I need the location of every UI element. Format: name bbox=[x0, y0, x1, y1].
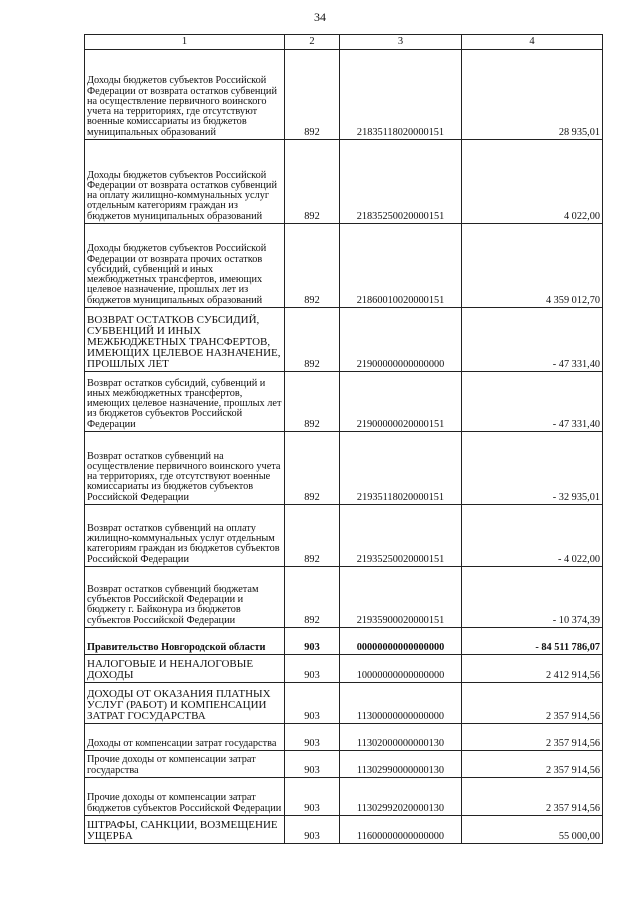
row-admin-code-cell: 892 bbox=[285, 308, 340, 372]
row-name-cell: Возврат остатков субсидий, субвенций и иных межбюджетных трансфертов, имеющих целевое назначение, прошлых лет из бюджетов субъектов Российской Федерации bbox=[85, 372, 285, 432]
row-amount-cell: 2 357 914,56 bbox=[462, 751, 603, 778]
row-budget-code-cell: 21935118020000151 bbox=[340, 432, 462, 505]
row-amount-cell: - 47 331,40 bbox=[462, 372, 603, 432]
table-body bbox=[85, 50, 603, 844]
row-amount-cell: 4 359 012,70 bbox=[462, 224, 603, 308]
row-budget-code-cell: 11302990000000130 bbox=[340, 751, 462, 778]
row-name-cell: ДОХОДЫ ОТ ОКАЗАНИЯ ПЛАТНЫХ УСЛУГ (РАБОТ) И КОМПЕНСАЦИИ ЗАТРАТ ГОСУДАРСТВА bbox=[85, 683, 285, 724]
row-amount-cell: - 10 374,39 bbox=[462, 567, 603, 628]
table-row bbox=[85, 140, 603, 224]
row-budget-code-cell: 11600000000000000 bbox=[340, 816, 462, 844]
row-amount-cell: 2 357 914,56 bbox=[462, 778, 603, 816]
table-row bbox=[85, 372, 603, 432]
table-row bbox=[85, 432, 603, 505]
row-budget-code-cell: 21935900020000151 bbox=[340, 567, 462, 628]
row-budget-code-cell: 21900000020000151 bbox=[340, 372, 462, 432]
revenue-table bbox=[84, 34, 603, 844]
row-budget-code-cell: 21835118020000151 bbox=[340, 50, 462, 140]
row-admin-code-cell: 892 bbox=[285, 505, 340, 567]
row-admin-code-cell: 903 bbox=[285, 724, 340, 751]
row-name-cell: Прочие доходы от компенсации затрат бюджетов субъектов Российской Федерации bbox=[85, 778, 285, 816]
row-budget-code-cell: 11302000000000130 bbox=[340, 724, 462, 751]
table-row bbox=[85, 751, 603, 778]
row-name-cell: Доходы бюджетов субъектов Российской Федерации от возврата остатков субвенций на оплату жилищно-коммунальных услуг отдельным категориям граждан из бюджетов муниципальных образований bbox=[85, 140, 285, 224]
row-budget-code-cell: 21860010020000151 bbox=[340, 224, 462, 308]
column-header-1: 1 bbox=[85, 35, 285, 50]
table-row bbox=[85, 724, 603, 751]
row-amount-cell: 2 412 914,56 bbox=[462, 655, 603, 683]
row-amount-cell: 2 357 914,56 bbox=[462, 724, 603, 751]
row-amount-cell: - 32 935,01 bbox=[462, 432, 603, 505]
row-name-cell: Доходы бюджетов субъектов Российской Федерации от возврата прочих остатков субсидий, субвенций и иных межбюджетных трансфертов, имеющих целевое назначение, прошлых лет из бюджетов муниципальных образований bbox=[85, 224, 285, 308]
row-amount-cell: 4 022,00 bbox=[462, 140, 603, 224]
table-row bbox=[85, 505, 603, 567]
row-budget-code-cell: 21835250020000151 bbox=[340, 140, 462, 224]
row-name-cell: ВОЗВРАТ ОСТАТКОВ СУБСИДИЙ, СУБВЕНЦИЙ И ИНЫХ МЕЖБЮДЖЕТНЫХ ТРАНСФЕРТОВ, ИМЕЮЩИХ ЦЕЛЕВОЕ НАЗНАЧЕНИЕ, ПРОШЛЫХ ЛЕТ bbox=[85, 308, 285, 372]
table-row bbox=[85, 308, 603, 372]
row-name-cell: Возврат остатков субвенций на оплату жилищно-коммунальных услуг отдельным категориям граждан из бюджетов субъектов Российской Федерации bbox=[85, 505, 285, 567]
table-row bbox=[85, 628, 603, 655]
column-header-2: 2 bbox=[285, 35, 340, 50]
row-amount-cell: - 84 511 786,07 bbox=[462, 628, 603, 655]
row-admin-code-cell: 903 bbox=[285, 816, 340, 844]
column-header-4: 4 bbox=[462, 35, 603, 50]
table-row bbox=[85, 224, 603, 308]
row-admin-code-cell: 892 bbox=[285, 372, 340, 432]
row-name-cell: Возврат остатков субвенций бюджетам субъектов Российской Федерации и бюджету г. Байконура из бюджетов субъектов Российской Федерации bbox=[85, 567, 285, 628]
row-amount-cell: 28 935,01 bbox=[462, 50, 603, 140]
table-row bbox=[85, 683, 603, 724]
row-admin-code-cell: 892 bbox=[285, 432, 340, 505]
row-admin-code-cell: 903 bbox=[285, 778, 340, 816]
table-row bbox=[85, 778, 603, 816]
column-header-3: 3 bbox=[340, 35, 462, 50]
row-admin-code-cell: 892 bbox=[285, 224, 340, 308]
row-budget-code-cell: 21900000000000000 bbox=[340, 308, 462, 372]
row-name-cell: Доходы от компенсации затрат государства bbox=[85, 724, 285, 751]
row-name-cell: НАЛОГОВЫЕ И НЕНАЛОГОВЫЕ ДОХОДЫ bbox=[85, 655, 285, 683]
row-name-cell: ШТРАФЫ, САНКЦИИ, ВОЗМЕЩЕНИЕ УЩЕРБА bbox=[85, 816, 285, 844]
table-row bbox=[85, 655, 603, 683]
table-row bbox=[85, 567, 603, 628]
row-budget-code-cell: 10000000000000000 bbox=[340, 655, 462, 683]
row-admin-code-cell: 903 bbox=[285, 655, 340, 683]
row-name-cell: Прочие доходы от компенсации затрат государства bbox=[85, 751, 285, 778]
row-admin-code-cell: 903 bbox=[285, 628, 340, 655]
row-amount-cell: - 47 331,40 bbox=[462, 308, 603, 372]
row-budget-code-cell: 00000000000000000 bbox=[340, 628, 462, 655]
row-name-cell: Правительство Новгородской области bbox=[85, 628, 285, 655]
row-amount-cell: 2 357 914,56 bbox=[462, 683, 603, 724]
row-admin-code-cell: 903 bbox=[285, 751, 340, 778]
row-admin-code-cell: 892 bbox=[285, 140, 340, 224]
row-admin-code-cell: 892 bbox=[285, 567, 340, 628]
row-amount-cell: 55 000,00 bbox=[462, 816, 603, 844]
table-row bbox=[85, 816, 603, 844]
row-budget-code-cell: 11302992020000130 bbox=[340, 778, 462, 816]
table-row bbox=[85, 50, 603, 140]
row-admin-code-cell: 892 bbox=[285, 50, 340, 140]
row-name-cell: Возврат остатков субвенций на осуществление первичного воинского учета на территориях, где отсутствуют военные комиссариаты из бюджетов субъектов Российской Федерации bbox=[85, 432, 285, 505]
row-budget-code-cell: 21935250020000151 bbox=[340, 505, 462, 567]
table-header-row bbox=[85, 35, 603, 50]
row-name-cell: Доходы бюджетов субъектов Российской Федерации от возврата остатков субвенций на осуществление первичного воинского учета на территориях, где отсутствуют военные комиссариаты из бюджетов муниципальных образований bbox=[85, 50, 285, 140]
page-number: 34 bbox=[314, 10, 326, 24]
row-admin-code-cell: 903 bbox=[285, 683, 340, 724]
row-budget-code-cell: 11300000000000000 bbox=[340, 683, 462, 724]
row-amount-cell: - 4 022,00 bbox=[462, 505, 603, 567]
